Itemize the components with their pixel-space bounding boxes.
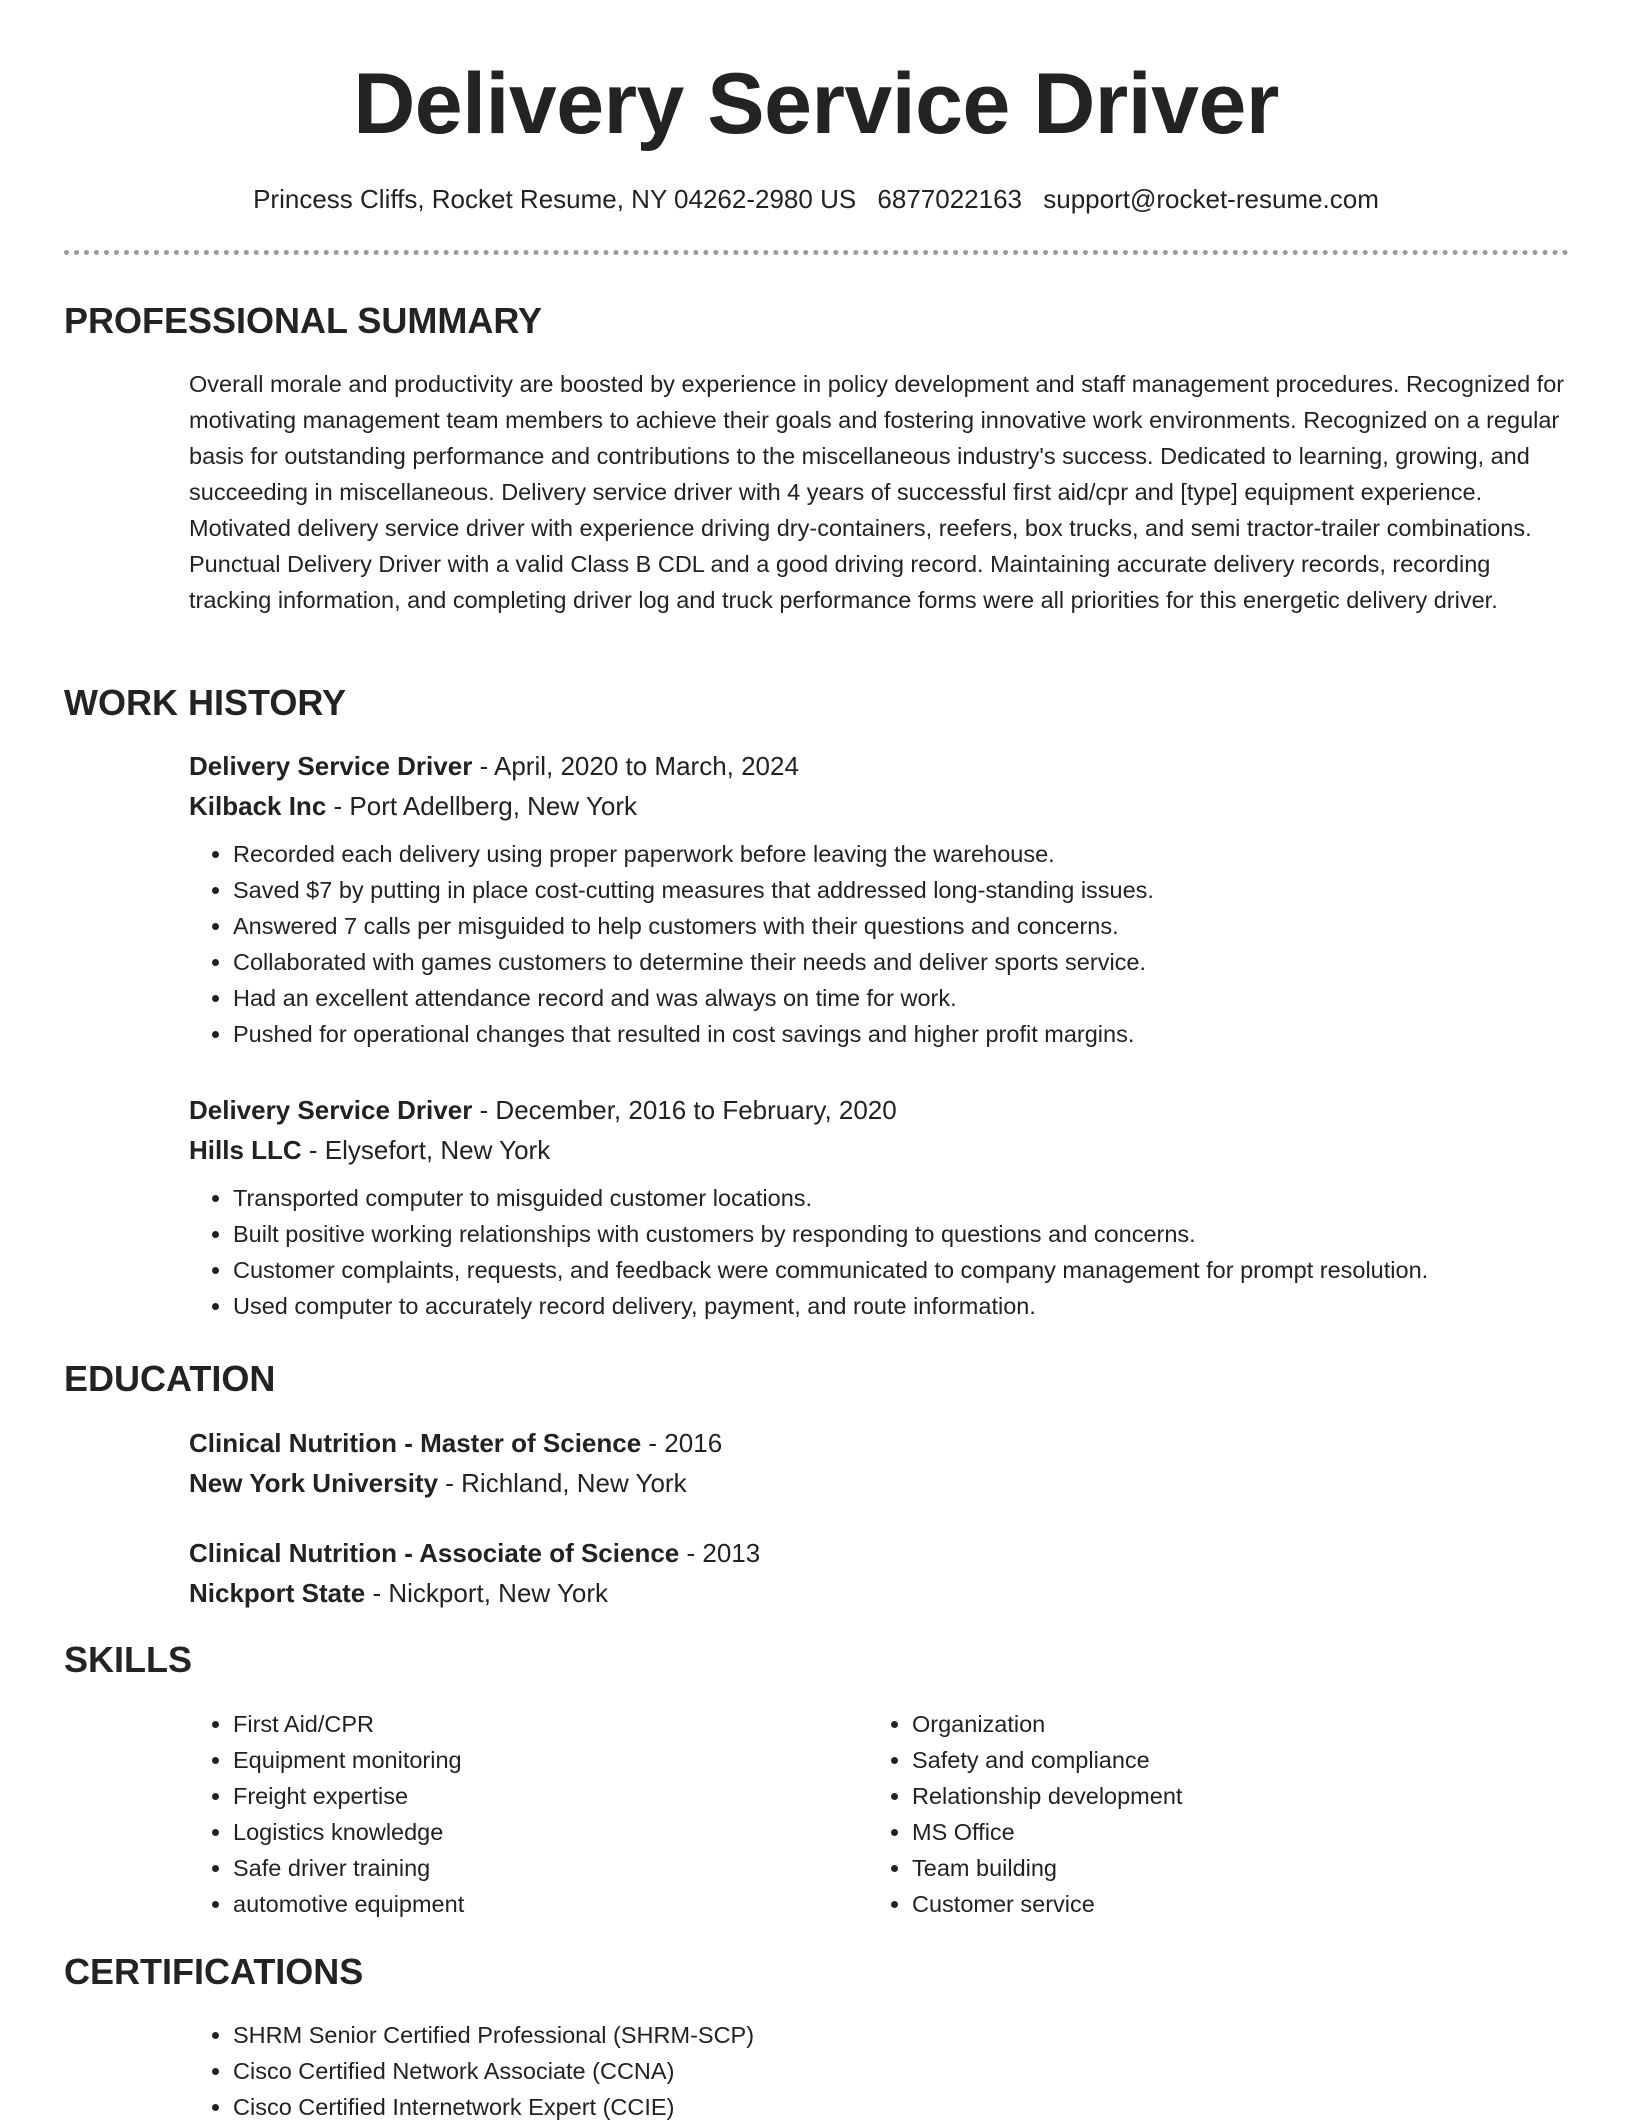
list-item: • Organization	[912, 1706, 1468, 1742]
list-item: • Customer service	[912, 1886, 1468, 1922]
contact-email: support@rocket-resume.com	[1043, 184, 1379, 214]
skills-list	[868, 1706, 1468, 1922]
job-dates: - December, 2016 to February, 2020	[472, 1095, 897, 1125]
list-item: • Had an excellent attendance record and was always on time for work.	[233, 980, 1574, 1016]
degree-year: - 2016	[641, 1428, 723, 1458]
skills-right-column	[868, 1706, 1468, 1922]
skills-left-column	[189, 1706, 789, 1922]
job-dates: - April, 2020 to March, 2024	[472, 751, 799, 781]
list-item: • Recorded each delivery using proper paperwork before leaving the warehouse.	[233, 836, 1574, 872]
section-title-certifications: CERTIFICATIONS	[64, 1951, 364, 1992]
resume-name: Delivery Service Driver	[353, 56, 1279, 152]
list-item: • Safety and compliance	[912, 1742, 1468, 1778]
school-row	[189, 1573, 1574, 1613]
job-company-row	[189, 1130, 1574, 1170]
list-item: • Answered 7 calls per misguided to help customers with their questions and concerns.	[233, 908, 1574, 944]
contact-address: Princess Cliffs, Rocket Resume, NY 04262-2980 US	[253, 184, 857, 214]
job-company: Hills LLC	[189, 1135, 302, 1165]
school-name: Nickport State	[189, 1578, 366, 1608]
job-company: Kilback Inc	[189, 791, 327, 821]
job-role: Delivery Service Driver	[189, 1095, 473, 1125]
section-title-work: WORK HISTORY	[64, 682, 347, 723]
degree-name: Clinical Nutrition - Master of Science	[189, 1428, 642, 1458]
summary-text: Overall morale and productivity are boosted by experience in policy development and staff management procedures. Recognized for motivating management team members to achieve their goals and fostering innovative work environments. Recognized on a regular basis for outstanding performance and contributions to the miscellaneous industry's success. Dedicated to learning, growing, and succeeding in miscellaneous. Delivery service driver with 4 years of successful first aid/cpr and [type] equipment experience. Motivated delivery service driver with experience driving dry-containers, reefers, box trucks, and semi tractor-trailer combinations. Punctual Delivery Driver with a valid Class B CDL and a good driving record. Maintaining accurate delivery records, recording tracking information, and completing driver log and truck performance forms were all priorities for this energetic delivery driver.	[189, 371, 1565, 613]
section-title-education: EDUCATION	[64, 1358, 276, 1399]
school-location: - Nickport, New York	[365, 1578, 609, 1608]
list-item: • Saved $7 by putting in place cost-cutting measures that addressed long-standing issues.	[233, 872, 1574, 908]
job-company-row	[189, 786, 1574, 826]
list-item: • Relationship development	[912, 1778, 1468, 1814]
list-item: • Equipment monitoring	[233, 1742, 789, 1778]
contact-line	[0, 182, 1632, 216]
degree-name: Clinical Nutrition - Associate of Science	[189, 1538, 680, 1568]
list-item: • automotive equipment	[233, 1886, 789, 1922]
list-item: • First Aid/CPR	[233, 1706, 789, 1742]
contact-phone: 6877022163	[877, 184, 1023, 214]
job-bullets	[189, 1180, 1574, 1324]
school-name: New York University	[189, 1468, 439, 1498]
list-item: • SHRM Senior Certified Professional (SHRM-SCP)	[233, 2017, 1189, 2053]
education-entry	[189, 1423, 1574, 1503]
school-location: - Richland, New York	[438, 1468, 687, 1498]
list-item: • Transported computer to misguided customer locations.	[233, 1180, 1574, 1216]
list-item: • Safe driver training	[233, 1850, 789, 1886]
list-item: • Built positive working relationships with customers by responding to questions and concerns.	[233, 1216, 1574, 1252]
certifications-list	[189, 2017, 1189, 2125]
list-item: • Used computer to accurately record delivery, payment, and route information.	[233, 1288, 1574, 1324]
list-item: • MS Office	[912, 1814, 1468, 1850]
list-item: • Collaborated with games customers to determine their needs and deliver sports service.	[233, 944, 1574, 980]
list-item: • Cisco Certified Network Associate (CCNA)	[233, 2053, 1189, 2089]
list-item: • Cisco Certified Internetwork Expert (CCIE)	[233, 2089, 1189, 2125]
education-entry	[189, 1533, 1574, 1613]
job-bullets	[189, 836, 1574, 1052]
school-row	[189, 1463, 1574, 1503]
degree-row	[189, 1423, 1574, 1463]
job-title-row	[189, 746, 1574, 786]
section-title-summary: PROFESSIONAL SUMMARY	[64, 300, 543, 341]
degree-year: - 2013	[679, 1538, 761, 1568]
job-role: Delivery Service Driver	[189, 751, 473, 781]
list-item: • Team building	[912, 1850, 1468, 1886]
certifications-block	[189, 2017, 1189, 2125]
job-location: - Port Adellberg, New York	[326, 791, 637, 821]
skills-list	[189, 1706, 789, 1922]
job-location: - Elysefort, New York	[301, 1135, 551, 1165]
work-entry	[189, 746, 1574, 1052]
header-divider	[64, 250, 1569, 255]
list-item: • Customer complaints, requests, and feedback were communicated to company management for prompt resolution.	[233, 1252, 1574, 1288]
degree-row	[189, 1533, 1574, 1573]
work-entry	[189, 1090, 1574, 1324]
list-item: • Logistics knowledge	[233, 1814, 789, 1850]
job-title-row	[189, 1090, 1574, 1130]
section-title-skills: SKILLS	[64, 1639, 193, 1680]
list-item: • Freight expertise	[233, 1778, 789, 1814]
list-item: • Pushed for operational changes that resulted in cost savings and higher profit margins.	[233, 1016, 1574, 1052]
